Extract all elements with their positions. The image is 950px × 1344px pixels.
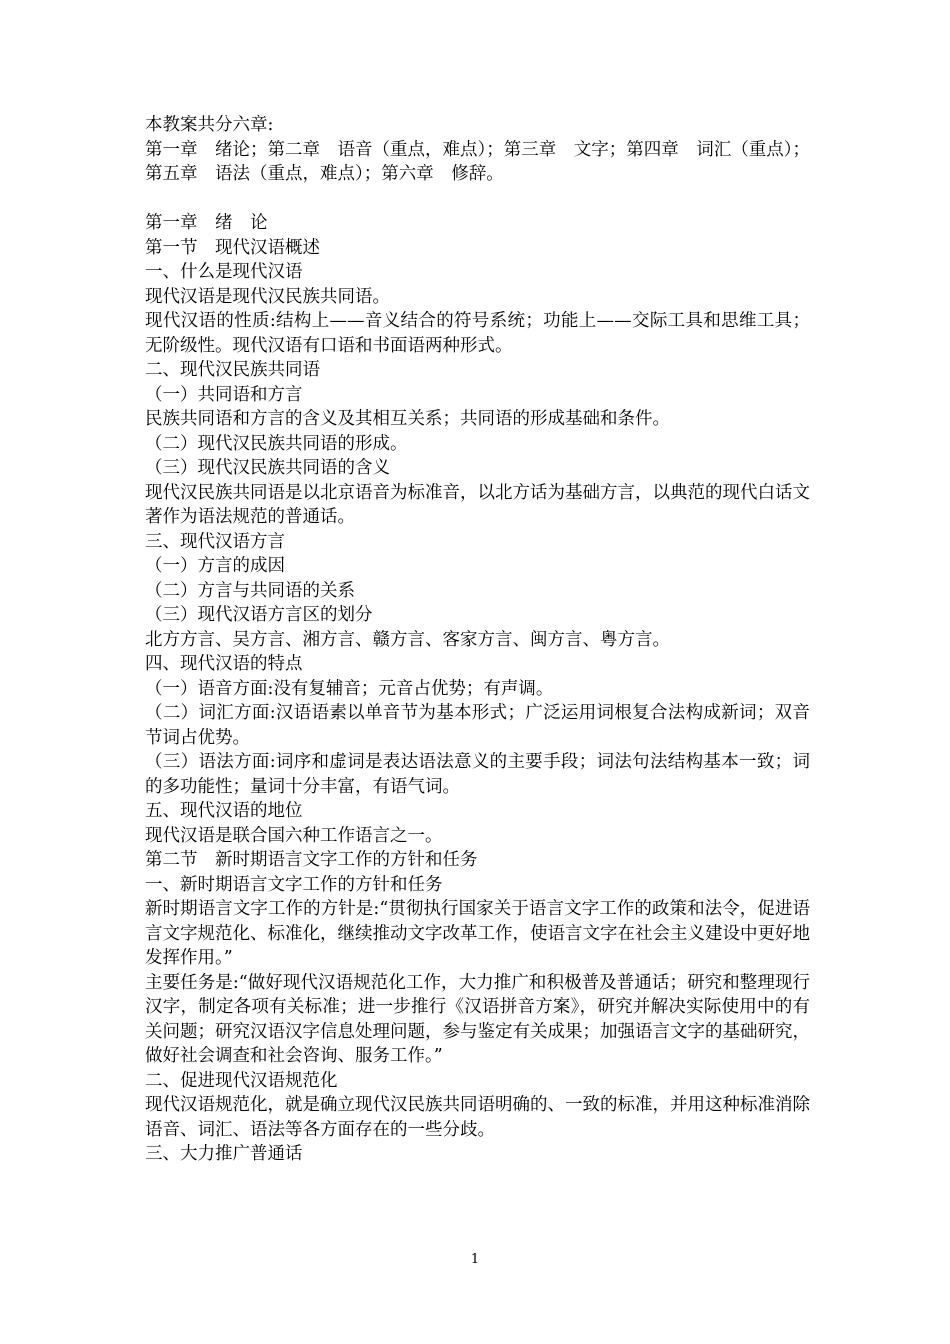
paragraph: 现代汉语是现代汉民族共同语。 xyxy=(145,286,390,307)
subsection-heading: 三、大力推广普通话 xyxy=(145,1144,303,1164)
section-heading: 第一节 现代汉语概述 xyxy=(145,237,320,258)
subsection-heading: 二、现代汉民族共同语 xyxy=(145,360,320,380)
document-body xyxy=(145,113,810,1167)
item-heading: （一）方言的成因 xyxy=(145,556,285,576)
item-paragraph: （三）语法方面:词序和虚词是表达语法意义的主要手段；词法句法结构基本一致；词的多功能性；量词十分丰富，有语气词。 xyxy=(145,752,810,797)
item-heading: （二）现代汉民族共同语的形成。 xyxy=(145,433,408,454)
item-heading: （三）现代汉民族共同语的含义 xyxy=(145,458,390,478)
chapter-list-line: 第一章 绪论；第二章 语音（重点，难点）；第三章 文字；第四章 词汇（重点）； xyxy=(145,139,810,160)
paragraph: 新时期语言文字工作的方针是:“贯彻执行国家关于语言文字工作的政策和法令，促进语言文字规范化、标准化，继续推动文字改革工作，使语言文字在社会主义建设中更好地发挥作用。” xyxy=(145,899,810,968)
blank-line xyxy=(145,187,810,212)
subsection-heading: 一、什么是现代汉语 xyxy=(145,262,303,282)
item-heading: （一）共同语和方言 xyxy=(145,384,303,405)
chapter-overview: 本教案共分六章: xyxy=(145,115,274,135)
item-paragraph: （一）语音方面:没有复辅音；元音占优势；有声调。 xyxy=(145,678,554,699)
paragraph: 民族共同语和方言的含义及其相互关系；共同语的形成基础和条件。 xyxy=(145,409,670,429)
section-heading: 第二节 新时期语言文字工作的方针和任务 xyxy=(145,850,478,870)
item-heading: （三）现代汉语方言区的划分 xyxy=(145,605,373,625)
subsection-heading: 三、现代汉语方言 xyxy=(145,531,285,552)
paragraph: 现代汉语的性质:结构上——音义结合的符号系统；功能上——交际工具和思维工具；无阶级性。现代汉语有口语和书面语两种形式。 xyxy=(145,311,810,356)
paragraph: 主要任务是:“做好现代汉语规范化工作，大力推广和积极普及普通话；研究和整理现行汉字，制定各项有关标准；进一步推行《汉语拼音方案》，研究并解决实际使用中的有关问题；研究汉语汉字信息处理问题，参与鉴定有关成果；加强语言文字的基础研究，做好社会调查和社会咨询、服务工作。” xyxy=(145,972,810,1066)
subsection-heading: 一、新时期语言文字工作的方针和任务 xyxy=(145,874,443,895)
paragraph: 现代汉民族共同语是以北京语音为标准音，以北方话为基础方言，以典范的现代白话文著作为语法规范的普通话。 xyxy=(145,482,810,527)
subsection-heading: 四、现代汉语的特点 xyxy=(145,654,303,674)
paragraph: 现代汉语是联合国六种工作语言之一。 xyxy=(145,825,443,846)
chapter-list-line: 第五章 语法（重点，难点）；第六章 修辞。 xyxy=(145,164,504,184)
paragraph: 北方方言、吴方言、湘方言、赣方言、客家方言、闽方言、粤方言。 xyxy=(145,629,670,650)
page-number: 1 xyxy=(470,1252,480,1267)
subsection-heading: 五、现代汉语的地位 xyxy=(145,801,303,821)
chapter-heading: 第一章 绪 论 xyxy=(145,213,268,233)
subsection-heading: 二、促进现代汉语规范化 xyxy=(145,1070,338,1091)
item-paragraph: （二）词汇方面:汉语语素以单音节为基本形式；广泛运用词根复合法构成新词；双音节词占优势。 xyxy=(145,703,810,748)
item-heading: （二）方言与共同语的关系 xyxy=(145,580,355,601)
paragraph: 现代汉语规范化，就是确立现代汉民族共同语明确的、一致的标准，并用这种标准消除语音、词汇、语法等各方面存在的一些分歧。 xyxy=(145,1095,810,1140)
